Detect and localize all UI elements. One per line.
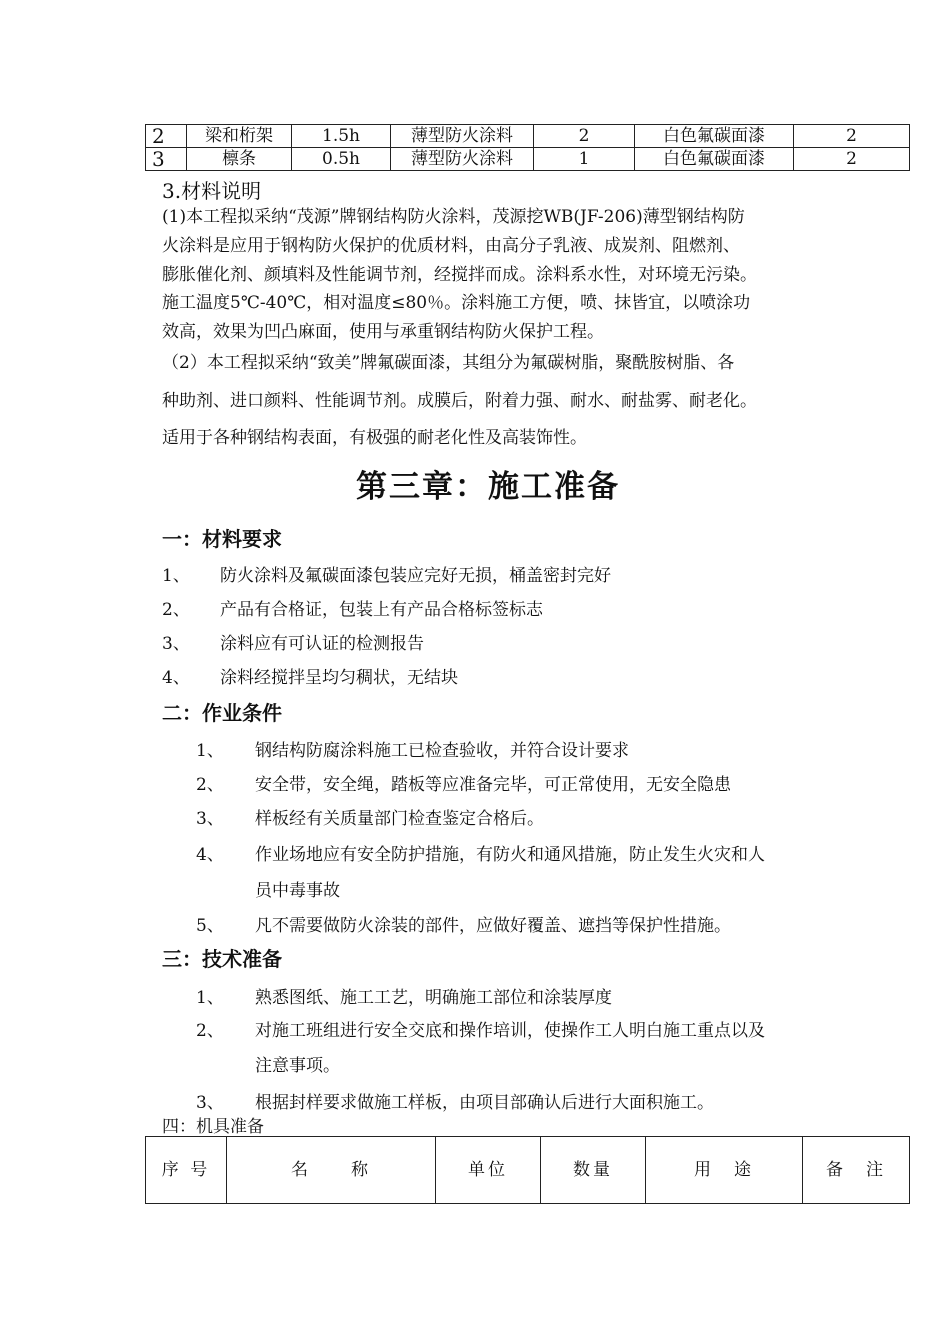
cell-coating: 薄型防火涂料 — [391, 125, 534, 148]
materials-p1-line-4: 施工温度5℃-40℃，相对温度≤80％。涂料施工方便，喷、抹皆宜，以喷涂功 — [162, 293, 751, 313]
cell-coating: 薄型防火涂料 — [391, 148, 534, 171]
list-item-number: 2、 — [196, 775, 224, 795]
list-item: 根据封样要求做施工样板，由项目部确认后进行大面积施工。 — [255, 1093, 714, 1113]
chapter-title: 第三章：施工准备 — [356, 469, 620, 505]
cell-part: 梁和桁架 — [187, 125, 292, 148]
cell-no: 3 — [146, 148, 187, 171]
materials-heading: 3.材料说明 — [162, 179, 262, 203]
list-item-number: 4、 — [196, 845, 224, 865]
list-item-number: 1、 — [196, 988, 224, 1008]
materials-p1-line-3: 膨胀催化剂、颜填料及性能调节剂，经搅拌而成。涂料系水性，对环境无污染。 — [162, 265, 757, 285]
header-cell-unit: 单位 — [436, 1137, 541, 1204]
header-cell-purpose: 用 途 — [646, 1137, 803, 1204]
list-item-number: 2、 — [162, 600, 190, 620]
cell-time: 1.5h — [292, 125, 391, 148]
list-item-number: 3、 — [196, 1093, 224, 1113]
list-item: 钢结构防腐涂料施工已检查验收，并符合设计要求 — [255, 741, 629, 761]
list-item-number: 1、 — [196, 741, 224, 761]
list-item: 熟悉图纸、施工工艺，明确施工部位和涂装厚度 — [255, 988, 612, 1008]
list-item: 涂料经搅拌呈均匀稠状，无结块 — [220, 668, 458, 688]
header-cell-remark: 备 注 — [803, 1137, 910, 1204]
cell-no: 2 — [146, 125, 187, 148]
list-item-number: 4、 — [162, 668, 190, 688]
list-item: 对施工班组进行安全交底和操作培训，使操作工人明白施工重点以及 — [255, 1021, 765, 1041]
table-row — [146, 125, 910, 148]
cell-top-coats: 2 — [794, 148, 910, 171]
list-item-number: 5、 — [196, 916, 224, 936]
section-equipment-title: 四：机具准备 — [162, 1117, 264, 1137]
header-cell-name: 名 称 — [227, 1137, 436, 1204]
materials-p1-line-1: (1)本工程拟采纳“茂源”牌钢结构防火涂料，茂源挖WB(JF-206)薄型钢结构防 — [162, 207, 745, 227]
equipment-table — [145, 1136, 910, 1204]
materials-p1-line-2: 火涂料是应用于钢构防火保护的优质材料，由高分子乳液、成炭剂、阻燃剂、 — [162, 236, 740, 256]
header-cell-quantity: 数量 — [541, 1137, 646, 1204]
list-item-number: 3、 — [162, 634, 190, 654]
list-item: 产品有合格证，包装上有产品合格标签标志 — [220, 600, 543, 620]
list-item-number: 1、 — [162, 566, 190, 586]
section-technical-preparation-title: 三：技术准备 — [162, 947, 282, 971]
list-item-number: 3、 — [196, 809, 224, 829]
cell-topcoat: 白色氟碳面漆 — [635, 148, 794, 171]
list-item: 安全带，安全绳，踏板等应准备完毕，可正常使用，无安全隐患 — [255, 775, 731, 795]
cell-top-coats: 2 — [794, 125, 910, 148]
materials-p2-line-3: 适用于各种钢结构表面，有极强的耐老化性及高装饰性。 — [162, 428, 587, 448]
section-work-conditions-title: 二：作业条件 — [162, 701, 282, 725]
materials-p1-line-5: 效高，效果为凹凸麻面，使用与承重钢结构防火保护工程。 — [162, 322, 604, 342]
cell-coats: 1 — [534, 148, 635, 171]
cell-topcoat: 白色氟碳面漆 — [635, 125, 794, 148]
cell-part: 檩条 — [187, 148, 292, 171]
table-row — [146, 148, 910, 171]
cell-coats: 2 — [534, 125, 635, 148]
list-item-continuation: 注意事项。 — [255, 1056, 340, 1076]
materials-p2-line-2: 种助剂、进口颜料、性能调节剂。成膜后，附着力强、耐水、耐盐雾、耐老化。 — [162, 391, 757, 411]
list-item-number: 2、 — [196, 1021, 224, 1041]
list-item-continuation: 员中毒事故 — [255, 881, 340, 901]
list-item: 凡不需要做防火涂装的部件，应做好覆盖、遮挡等保护性措施。 — [255, 916, 731, 936]
list-item: 防火涂料及氟碳面漆包装应完好无损，桶盖密封完好 — [220, 566, 611, 586]
coating-schedule-table — [145, 124, 910, 171]
list-item: 涂料应有可认证的检测报告 — [220, 634, 424, 654]
table-header-row — [146, 1137, 910, 1204]
header-cell-no: 序 号 — [146, 1137, 227, 1204]
cell-time: 0.5h — [292, 148, 391, 171]
list-item: 样板经有关质量部门检查鉴定合格后。 — [255, 809, 544, 829]
list-item: 作业场地应有安全防护措施，有防火和通风措施，防止发生火灾和人 — [255, 845, 765, 865]
materials-p2-line-1: （2）本工程拟采纳“致美”牌氟碳面漆，其组分为氟碳树脂，聚酰胺树脂、各 — [162, 353, 735, 373]
section-material-requirements-title: 一：材料要求 — [162, 527, 282, 551]
